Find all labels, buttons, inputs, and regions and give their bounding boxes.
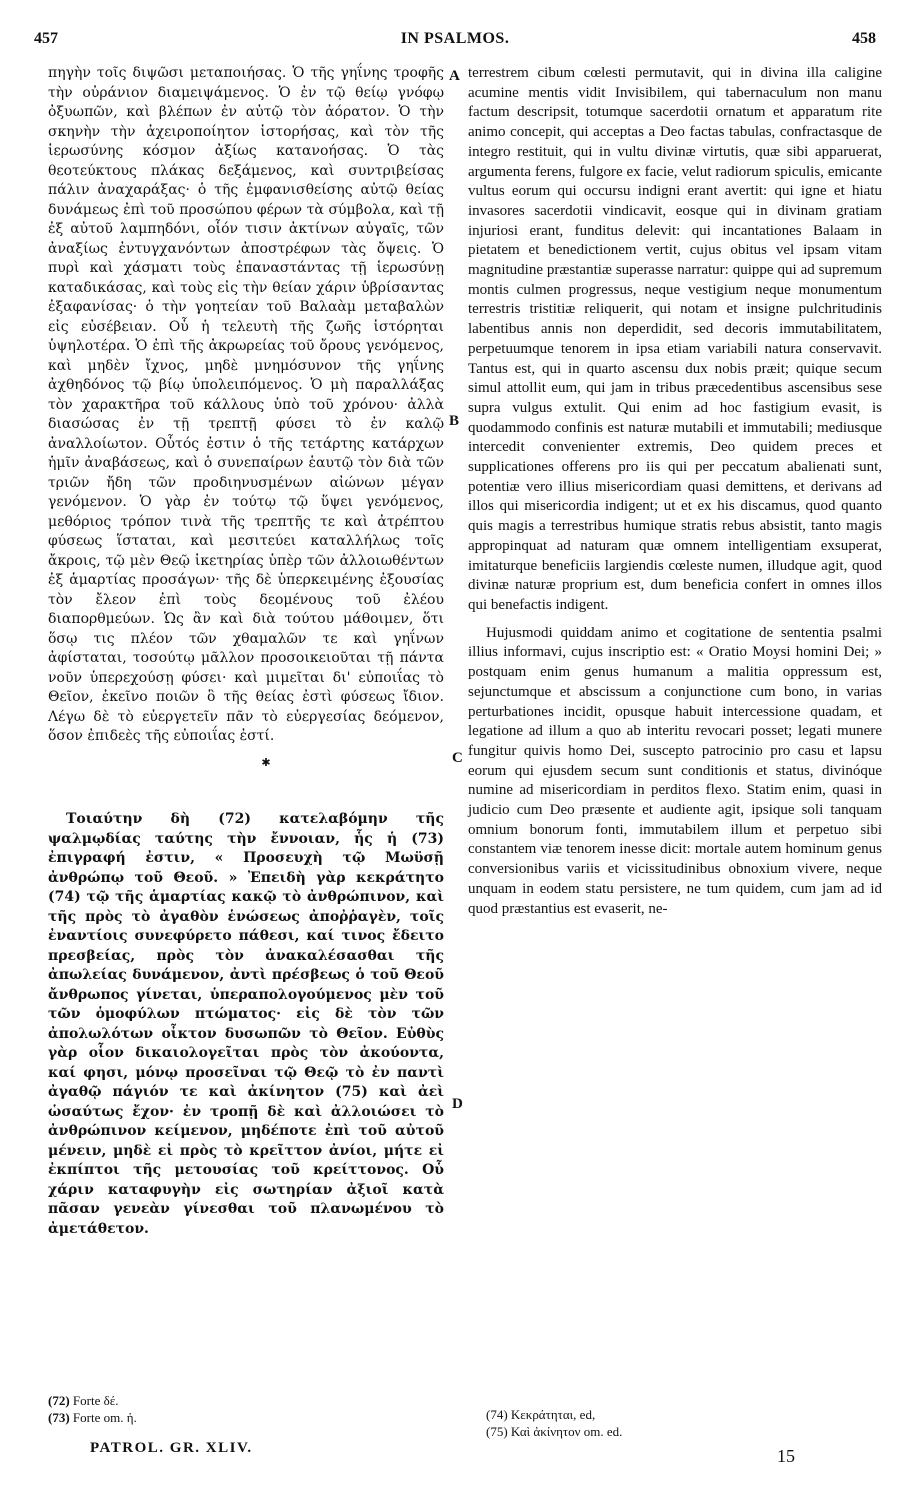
- greek-column: [48, 64, 444, 1239]
- margin-letter-d: D: [452, 1096, 463, 1112]
- latin-column: [468, 64, 882, 919]
- footnote: (74) Κεκράτηται, ed,: [486, 1407, 596, 1422]
- margin-letter-b: B: [449, 413, 460, 429]
- footnotes-left: [48, 1392, 428, 1426]
- page-number-right: 458: [852, 30, 876, 47]
- margin-letter-a: A: [449, 68, 460, 84]
- sheet-number: 15: [777, 1446, 795, 1466]
- footnote: (75) Καὶ ἀκίνητον om. ed.: [486, 1424, 623, 1439]
- running-title: IN PSALMOS.: [400, 30, 510, 47]
- section-ornament: ✱: [261, 755, 271, 769]
- greek-paragraph-2: Τοιαύτην δὴ (72) κατελαβόμην τῆς ψαλμῳδίας ταύτης τὴν ἔννοιαν, ἧς ἡ (73) ἐπιγραφή ἐστιν, « Προσευχὴ τῷ Μωϋσῇ ἀνθρώπῳ τοῦ Θεοῦ. » Ἐπειδὴ γὰρ κεκράτητο (74) τῷ τῆς ἁμαρτίας κακῷ τὸ ἀνθρώπινον, καὶ τῆς πρὸς τὸ ἀγαθὸν ἑνώσεως ἀποῤῥαγὲν, τοῖς ἐναντίοις συνεφύρετο πάθεσι, καί τινος ἔδειτο πρεσβείας, πρὸς τὸν ἀνακαλέσασθαι τῆς ἀπωλείας δυνάμενον, ἀντὶ πρέσβεως ὁ τοῦ Θεοῦ ἄνθρωπος γίνεται, ὑπεραπολογούμενος μὲν τοῦ τῶν ὁμοφύλων πτώματος· εἰς δὲ τὸν τῶν ἀπολωλότων οἶκτον δυσωπῶν τὸ Θεῖον. Εὐθὺς γὰρ οἷον δικαιολογεῖται πρὸς τὸν ἀκούοντα, καί φησι, μόνῳ προσεῖναι τῷ Θεῷ τὸ ἐν παντὶ ἀγαθῷ πάγιόν τε καὶ ἀκίνητον (75) καὶ ἀεὶ ὡσαύτως ἔχον· ἐν τροπῇ δὲ καὶ ἀλλοιώσει τὸ ἀνθρώπινον κείμενον, μηδέποτε ἐπὶ τοῦ αὐτοῦ μένειν, μηδὲ εἰ πρὸς τὸ κρεῖττον ἀνίοι, μήτε εἰ ἐκπίπτοι τῆς μετουσίας τοῦ κρείττονος. Οὗ χάριν καταφυγὴν εἰς σωτηρίαν ἀξιοῖ κατὰ πᾶσαν γενεὰν γίνεσθαι τοῦ πλανωμένου τὸ ἀμετάθετον.: [48, 811, 444, 1237]
- footnote: (73) Forte om. ἡ.: [48, 1410, 137, 1425]
- running-header: [30, 30, 880, 56]
- margin-letter-c: C: [452, 750, 463, 766]
- footnote: (72) Forte δέ.: [48, 1393, 119, 1408]
- greek-paragraph-1: πηγὴν τοῖς διψῶσι μεταποιήσας. Ὁ τῆς γηΐνης τροφῆς τὴν οὐράνιον διαμειψάμενος. Ὁ ἐν τῷ θείῳ γνόφῳ ὀξυωπῶν, καὶ βλέπων ἐν αὐτῷ τὸν ἀόρατον. Ὁ τὴν σκηνὴν τὴν ἀχειροποίητον ἱστορήσας, καὶ τὸν τῆς ἱερωσύνης κόσμον ἀξίως κατανοήσας. Ὁ τὰς θεοτεύκτους πλάκας δεξάμενος, καὶ συντριβείσας πάλιν ἀναχαράξας· ὁ τῆς ἐμφανισθείσης αὐτῷ θείας δυνάμεως ἐπὶ τοῦ προσώπου φέρων τὰ σύμβολα, καὶ τῇ ἐξ αὐτοῦ λαμπηδόνι, οἷόν τισιν ἀκτίνων αὐγαῖς, τῶν ἀναξίως ἐντυγχανόντων ἀποστρέφων τὰς ὄψεις. Ὁ πυρὶ καὶ χάσματι τοὺς ἐπαναστάντας τῇ ἱερωσύνῃ καταδικάσας, καὶ τοὺς εἰς τὴν θείαν χάριν ὑβρίσαντας ἐξαφανίσας· ὁ τὴν γοητείαν τοῦ Βαλαὰμ μεταβαλὼν εἰς εὐσέβειαν. Οὗ ἡ τελευτὴ τῆς ζωῆς ἱστόρηται ὑψηλοτέρα. Ὁ ἐπὶ τῆς ἀκρωρείας τοῦ ὄρους γενόμενος, καὶ μηδὲν ἴχνος, μηδὲ μνημόσυνον τῆς γηΐνης ἀχθηδόνος τῷ βίῳ ὑπολειπόμενος. Ὁ μὴ παραλλάξας τὸν χαρακτῆρα τοῦ κάλλους ὑπὸ τοῦ χρόνου· ἀλλὰ διασώσας ἐν τῇ τρεπτῇ φύσει τὸ ἐν καλῷ ἀναλλοίωτον. Οὗτός ἐστιν ὁ τῆς τετάρτης κατάρχων ἡμῖν ἀναβάσεως, καὶ ὁ συνεπαίρων ἑαυτῷ τὸν διὰ τῶν τριῶν ἤδη τῶν προδιηνυσμένων αἰώνων μέγαν γενόμενον. Ὁ γὰρ ἐν τούτῳ τῷ ὕψει γενόμενος, μεθόριος τρόπον τινὰ τῆς τρεπτῆς τε καὶ ἀτρέπτου φύσεως ἵσταται, καὶ μεσιτεύει καταλλήλως τοῖς ἄκροις, τῷ μὲν Θεῷ ἱκετηρίας ὑπὲρ τῶν ἀλλοιωθέντων ἐξ ἁμαρτίας προσάγων· τῆς δὲ ὑπερκειμένης ἐξουσίας τὸν ἔλεον ἐπὶ τοὺς δεομένους τοῦ ἐλέου διαπορθμεύων. Ὡς ἂν καὶ διὰ τούτου μάθοιμεν, ὅτι ὅσῳ τις πλέον τῶν χθαμαλῶν τε καὶ γηΐνων ἀφίσταται, τοσούτῳ μᾶλλον προσοικειοῦται τῇ πάντα νοῦν ὑπερεχούσῃ φύσει· καὶ μιμεῖται δι' εὐποιΐας τὸ Θεῖον, ἐκεῖνο ποιῶν ὃ τῆς θείας ἐστὶ φύσεως ἴδιον. Λέγω δὲ τὸ εὐεργετεῖν πᾶν τὸ εὐεργεσίας δεόμενον, ὅσον ἐπιδεὲς τῆς εὐποιΐας ἐστί.: [48, 65, 444, 744]
- latin-paragraph-2: Hujusmodi quiddam animo et cogitatione de sententia psalmi illius informavi, cujus inscriptio est: « Oratio Moysi homini Dei; » postquam enim genus humanum a malitia oppressum est, sejunctumque et abscissum a conjunctione cum bono, in varias perturbationes incidit, opusque habuit intercessione quadam, et legatione ad illum a quo ab interitu revocari posset; legati munere fungitur quivis homo Dei, suscepto patrocinio pro casu et lapsu eorum qui ejusdem secum sunt conditionis et status, divinóque numine ad misericordiam in perditos flexo. Statim enim, quasi in judicio cum Deo præsente et audiente agit, ipsique soli tanquam omnium bonorum fonti, immutabilem illum et perpetuo sibi constantem viæ tenorem inesse dicit: mortale autem hominum genus conversionibus variis et vicissitudinibus obnoxium vivere, neque unquam in eodem statu persistere, ne tum quidem, cum jam ad id quod præstantius est evaserit, ne-: [468, 624, 882, 917]
- printer-signature: PATROL. GR. XLIV.: [90, 1440, 253, 1456]
- latin-paragraph-1: terrestrem cibum cœlesti permutavit, qui in divina illa caligine acumine mentis vidit Invisibilem, qui tabernaculum non manu factum descripsit, totumque sacerdotii ornatum et apparatum rite animo concepit, qui acceptas a Deo factas tabulas, confractasque de integro restituit, qui in vultu divinæ virtutis, quæ sibi apparuerat, argumenta ferens, fulgore ex facie, velut radiorum spiculis, emicante vultus eorum qui occursu indigni erant avertit: qui igne et hiatu invasores sacerdotii vindicavit, eosque qui in divinam gratiam injuriosi erant, funditus delevit: qui incantationes Balaam in pietatem et benedictionem vertit, cujus obitus vel ipsam vitam magnitudine præstantiæ superasse narratur: quippe qui ad supremum montis culmen progressus, neque vestigium neque monumentum terrestris tristitiæ reliquerit, qui notam et insigne pulchritudinis labentibus annis non deperdidit, sed decoris immutabilitatem, perpetuumque tenorem in ipsa etiam variabili natura conservavit. Tantus est, qui in quarto ascensu dux nobis præit; quique secum simul attollit eum, qui jam in tribus præcedentibus ascensibus sese supra vulgus extulit. Qui enim ad hoc fastigium evasit, is quodammodo confinis est naturæ mutabili et immutabili; mediusque intercedit convenienter extremis, Deo quidem preces et supplicationes offerens pro iis qui per peccatum abalienati sunt, potentiæ vero illius misericordiam quasi demittens, et derivans ad illos qui misericordia indigent; ut et ex his discamus, quod quanto quis magis a terrestribus humique stratis rebus absistit, tanto magis appropinquat ad naturam quæ omnem intelligentiam exsuperat, imitaturque beneficiis largiendis cœleste numen, illudque agit, quod divinæ naturæ proprium est, dum beneficia confert in omnes illos qui benefactis indigent.: [468, 65, 882, 613]
- page-number-left: 457: [34, 30, 58, 47]
- footnotes-right: [486, 1406, 866, 1440]
